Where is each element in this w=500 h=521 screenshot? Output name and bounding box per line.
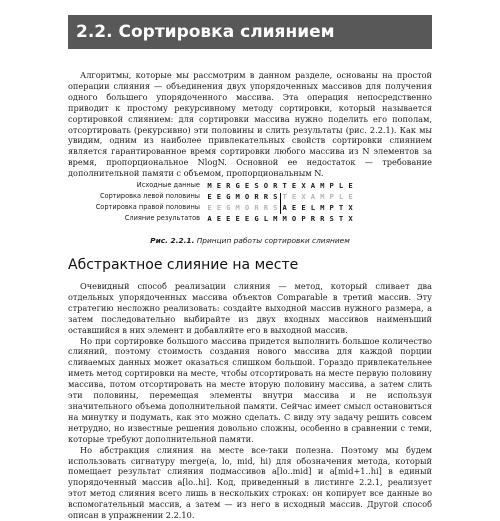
figure-letter: R — [226, 181, 231, 190]
body-paragraph-1: Очевидный способ реализации слияния — метод, который сливает два отдельных упорядоченных массива объектов Comparable в третий массив. Эту стратегию несложно реализовать: создайте выходной массив нужного размера, а затем последовательно выбирайте из двух входных массивов наименьший оставшийся в них элемент и добавляйте его в выходной массив. — [68, 281, 432, 335]
intro-paragraph — [68, 70, 432, 179]
figure-letter: T — [338, 214, 344, 223]
figure-letter: M — [273, 214, 278, 223]
figure-letter: M — [320, 181, 325, 190]
figure-letter: X — [348, 203, 353, 212]
figure-letter: E — [291, 181, 297, 190]
figure-letter: E — [348, 181, 353, 190]
figure-letter: S — [329, 214, 334, 223]
figure-letter: E — [207, 192, 212, 201]
figure-row — [68, 203, 432, 214]
figure-letter: M — [207, 181, 212, 190]
figure-letter: E — [235, 214, 240, 223]
figure-letter: X — [301, 181, 306, 190]
figure-letter: A — [310, 192, 316, 201]
figure-letter: T — [338, 203, 344, 212]
figure-letter: L — [338, 192, 344, 201]
figure-letter: O — [291, 214, 297, 223]
body-paragraph-3: Но абстракция слияния на месте все-таки полезна. Поэтому мы будем использовать сигнатуру merge(a, lo, mid, hi) для обозначения метода, который помещает результат слияния подмассивов a[lo..mid] и a[mid+1..hi] в единый упорядоченный массив a[lo..hi]. Код, приведенный в листинге 2.2.1, реализует этот метод слияния всего лишь в нескольких строках: он копирует все данные во вспомогательный массив, а затем — из него в исходный массив. Другой способ описан в упражнении 2.2.10. — [68, 444, 432, 521]
figure-letter: E — [348, 192, 353, 201]
figure-letter: A — [310, 181, 316, 190]
figure-letter: S — [273, 192, 278, 201]
figure-letter: L — [310, 203, 316, 212]
figure-letter: R — [310, 214, 316, 223]
figure-letter: A — [207, 214, 212, 223]
figure-row — [68, 192, 432, 203]
figure-row-label: Исходные данные — [136, 181, 200, 189]
section-header: 2.2. Сортировка слиянием — [68, 15, 432, 49]
figure-letter: R — [320, 214, 325, 223]
figure-letter: T — [282, 192, 287, 201]
figure-letter: E — [216, 214, 222, 223]
body-text — [68, 281, 432, 521]
figure-letter: E — [244, 181, 250, 190]
figure-letter: T — [282, 181, 287, 190]
figure-letter: R — [263, 203, 269, 212]
merge-figure — [68, 181, 432, 229]
figure-row-label: Слияние результатов — [124, 214, 200, 222]
figure-letter: R — [263, 192, 269, 201]
figure-letter: E — [207, 203, 212, 212]
figure-letter: O — [263, 181, 269, 190]
figure-letter: E — [301, 203, 306, 212]
figure-letter: M — [235, 192, 240, 201]
figure-letter: E — [216, 203, 222, 212]
figure-caption-label: Рис. 2.2.1. — [150, 236, 195, 245]
figure-letter: R — [254, 192, 259, 201]
figure-letter: P — [329, 181, 334, 190]
figure-letter: M — [282, 214, 287, 223]
intro-text: Алгоритмы, которые мы рассмотрим в данном разделе, основаны на простой операции слияния — объединения двух упорядоченных массивов для получения одного большего упорядоченного массива. Эта операция непосредственно приводит к простому рекурсивному методу сортировки, который называется сортировкой слиянием: для сортировки массива нужно поделить его пополам, отсортировать (рекурсивно) эти половины и слить результаты (рис. 2.2.1). Как мы увидим, одним из наиболее привлекательных свойств сортировки слиянием является гарантированное время сортировки любого массива из N элементов за время, пропорциональное NlogN. Основной ее недостаток — требование дополнительной памяти с объемом, пропорциональным N. — [68, 70, 432, 179]
figure-letter: R — [273, 181, 278, 190]
figure-letter: G — [254, 214, 259, 223]
figure-letter: M — [320, 192, 325, 201]
figure-letter: M — [320, 203, 325, 212]
figure-letter: O — [244, 203, 250, 212]
figure-row — [68, 181, 432, 192]
figure-letter: R — [254, 203, 259, 212]
figure-letter: L — [338, 181, 344, 190]
body-paragraph-2: Но при сортировке большого массива придется выполнить большое количество слияний, поэтому стоимость создания нового массива для каждой порции сливаемых данных может оказаться слишком большой. Гораздо привлекательнее иметь метод сортировки на месте, чтобы отсортировать на месте первую половину массива, потом отсортировать на месте вторую половину массива, а затем слить эти половины, перемещая элементы внутри массива и не используя значительного объема дополнительной памяти. Сейчас имеет смысл остановиться на минутку и подумать, как это можно сделать. С виду эту задачу решить совсем нетрудно, но известные решения довольно сложны, особенно в сравнении с теми, которые требуют дополнительной памяти. — [68, 335, 432, 444]
figure-row-label: Сортировка левой половины — [99, 192, 200, 200]
figure-row-label: Сортировка правой половины — [95, 203, 200, 211]
figure-letter: G — [226, 192, 231, 201]
figure-letter: M — [235, 203, 240, 212]
figure-caption-text: Принцип работы сортировки слиянием — [196, 236, 350, 245]
figure-letter: E — [216, 181, 222, 190]
figure-letter: E — [244, 214, 250, 223]
figure-letter: E — [291, 203, 297, 212]
figure-letter: O — [244, 192, 250, 201]
section-heading: Абстрактное слияние на месте — [68, 257, 299, 273]
figure-letter: G — [235, 181, 240, 190]
figure-row — [68, 214, 432, 225]
figure-letter: P — [329, 192, 334, 201]
figure-letter: P — [301, 214, 306, 223]
figure-divider — [280, 193, 281, 214]
figure-letter: X — [301, 192, 306, 201]
figure-letter: S — [273, 203, 278, 212]
figure-letter: L — [263, 214, 269, 223]
figure-letter: S — [254, 181, 259, 190]
figure-letter: E — [226, 214, 231, 223]
figure-letter: E — [216, 192, 222, 201]
figure-letter: A — [282, 203, 287, 212]
figure-caption — [68, 236, 432, 245]
figure-letter: P — [329, 203, 334, 212]
figure-letter: X — [348, 214, 353, 223]
figure-letter: E — [291, 192, 297, 201]
figure-letter: G — [226, 203, 231, 212]
